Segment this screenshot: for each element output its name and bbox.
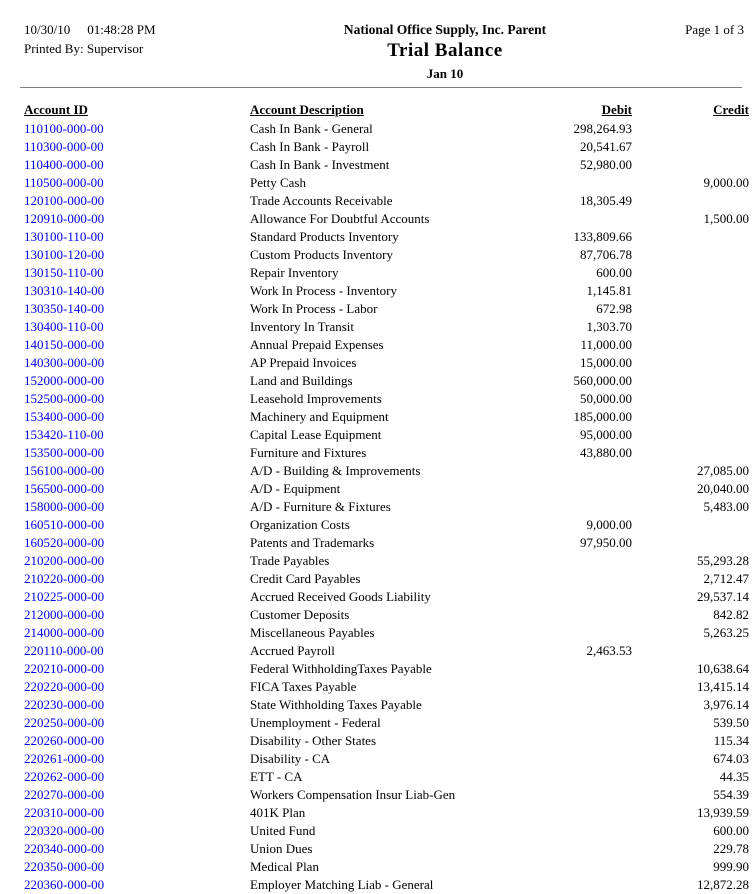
account-id-cell <box>24 300 250 318</box>
credit-amount <box>632 408 749 426</box>
credit-amount <box>632 246 749 264</box>
account-id-cell <box>24 606 250 624</box>
table-row <box>24 858 749 876</box>
account-description: Inventory In Transit <box>250 319 354 334</box>
debit-amount: 298,264.93 <box>573 121 632 136</box>
account-id-cell <box>24 192 250 210</box>
debit-amount <box>508 480 632 498</box>
report-header <box>0 0 752 82</box>
debit-amount: 95,000.00 <box>580 427 632 442</box>
debit-amount <box>508 678 632 696</box>
debit-amount: 185,000.00 <box>573 409 632 424</box>
table-row <box>24 300 749 318</box>
account-id-cell <box>24 840 250 858</box>
account-id-cell <box>24 246 250 264</box>
table-row <box>24 552 749 570</box>
credit-amount: 842.82 <box>713 607 749 622</box>
table-row <box>24 156 749 174</box>
debit-amount <box>508 498 632 516</box>
account-description: Disability - CA <box>250 751 331 766</box>
account-id-cell <box>24 588 250 606</box>
table-row <box>24 246 749 264</box>
account-description: Medical Plan <box>250 859 319 874</box>
account-id-cell <box>24 210 250 228</box>
credit-amount <box>632 372 749 390</box>
table-row <box>24 570 749 588</box>
account-id-cell <box>24 822 250 840</box>
account-description: Standard Products Inventory <box>250 229 399 244</box>
credit-amount: 27,085.00 <box>697 463 749 478</box>
debit-amount <box>508 588 632 606</box>
credit-amount: 12,872.28 <box>697 877 749 892</box>
credit-amount <box>632 516 749 534</box>
account-id-link[interactable]: 220220-000-00 <box>24 679 105 694</box>
account-id-cell <box>24 444 250 462</box>
debit-amount: 672.98 <box>596 301 632 316</box>
account-id-link[interactable]: 220261-000-00 <box>24 751 105 766</box>
account-description: Customer Deposits <box>250 607 350 622</box>
account-id-link[interactable]: 220270-000-00 <box>24 787 105 802</box>
account-description: Accrued Received Goods Liability <box>250 589 431 604</box>
account-description: Unemployment - Federal <box>250 715 381 730</box>
header-right <box>634 20 744 39</box>
table-row <box>24 318 749 336</box>
account-id-link[interactable]: 152000-000-00 <box>24 373 105 388</box>
column-header-debit: Debit <box>601 102 632 117</box>
account-description: Workers Compensation Insur Liab-Gen <box>250 787 456 802</box>
print-time: 01:48:28 PM <box>87 22 156 37</box>
account-description: Repair Inventory <box>250 265 339 280</box>
account-id-cell <box>24 498 250 516</box>
account-id-cell <box>24 516 250 534</box>
account-id-link[interactable]: 130310-140-00 <box>24 283 105 298</box>
debit-amount: 43,880.00 <box>580 445 632 460</box>
account-id-cell <box>24 858 250 876</box>
account-id-link[interactable]: 220262-000-00 <box>24 769 105 784</box>
table-row <box>24 174 749 192</box>
account-description: A/D - Equipment <box>250 481 341 496</box>
account-id-cell <box>24 552 250 570</box>
table-row <box>24 192 749 210</box>
credit-amount <box>632 444 749 462</box>
account-id-cell <box>24 156 250 174</box>
credit-amount <box>632 156 749 174</box>
account-id-cell <box>24 750 250 768</box>
account-description: Machinery and Equipment <box>250 409 389 424</box>
account-id-link[interactable]: 130100-110-00 <box>24 229 104 244</box>
account-id-cell <box>24 174 250 192</box>
debit-amount <box>508 786 632 804</box>
table-row <box>24 138 749 156</box>
debit-amount <box>508 804 632 822</box>
account-id-link[interactable]: 153500-000-00 <box>24 445 105 460</box>
account-description: Organization Costs <box>250 517 350 532</box>
table-row <box>24 732 749 750</box>
debit-amount: 52,980.00 <box>580 157 632 172</box>
account-id-cell <box>24 354 250 372</box>
account-id-link[interactable]: 220310-000-00 <box>24 805 105 820</box>
account-id-cell <box>24 642 250 660</box>
account-id-link[interactable]: 158000-000-00 <box>24 499 105 514</box>
credit-amount <box>632 120 749 138</box>
account-id-link[interactable]: 130150-110-00 <box>24 265 104 280</box>
account-id-link[interactable]: 220320-000-00 <box>24 823 105 838</box>
debit-amount <box>508 822 632 840</box>
table-row <box>24 426 749 444</box>
table-row <box>24 498 749 516</box>
credit-amount: 554.39 <box>713 787 749 802</box>
account-description: A/D - Building & Improvements <box>250 463 421 478</box>
credit-amount <box>632 336 749 354</box>
account-id-cell <box>24 876 250 894</box>
table-row <box>24 534 749 552</box>
table-row <box>24 624 749 642</box>
debit-amount <box>508 696 632 714</box>
credit-amount <box>632 228 749 246</box>
table-row <box>24 876 749 894</box>
print-datetime <box>24 20 256 39</box>
account-description: AP Prepaid Invoices <box>250 355 357 370</box>
credit-amount: 10,638.64 <box>697 661 749 676</box>
account-description: Petty Cash <box>250 175 306 190</box>
table-row <box>24 642 749 660</box>
account-id-link[interactable]: 156500-000-00 <box>24 481 105 496</box>
debit-amount <box>508 552 632 570</box>
credit-amount: 2,712.47 <box>703 571 749 586</box>
account-id-cell <box>24 408 250 426</box>
account-id-link[interactable]: 140150-000-00 <box>24 337 105 352</box>
account-id-link[interactable]: 220360-000-00 <box>24 877 105 892</box>
account-id-link[interactable]: 214000-000-00 <box>24 625 105 640</box>
header-left <box>24 20 256 58</box>
account-description: Cash In Bank - Investment <box>250 157 390 172</box>
table-row <box>24 606 749 624</box>
debit-amount <box>508 768 632 786</box>
credit-amount <box>632 282 749 300</box>
debit-amount: 50,000.00 <box>580 391 632 406</box>
column-header-account-description: Account Description <box>250 102 364 117</box>
table-row <box>24 444 749 462</box>
account-description: Miscellaneous Payables <box>250 625 375 640</box>
account-id-cell <box>24 786 250 804</box>
debit-amount <box>508 750 632 768</box>
account-id-link[interactable]: 212000-000-00 <box>24 607 105 622</box>
account-id-cell <box>24 390 250 408</box>
table-row <box>24 750 749 768</box>
account-id-link[interactable]: 156100-000-00 <box>24 463 105 478</box>
table-row <box>24 336 749 354</box>
debit-amount: 1,145.81 <box>586 283 632 298</box>
account-id-link[interactable]: 110500-000-00 <box>24 175 104 190</box>
account-description: Accrued Payroll <box>250 643 335 658</box>
account-description: Patents and Trademarks <box>250 535 375 550</box>
table-row <box>24 696 749 714</box>
account-id-link[interactable]: 153420-110-00 <box>24 427 104 442</box>
account-id-link[interactable]: 220350-000-00 <box>24 859 105 874</box>
credit-amount <box>632 192 749 210</box>
account-id-link[interactable]: 210225-000-00 <box>24 589 105 604</box>
credit-amount <box>632 354 749 372</box>
account-description: ETT - CA <box>250 769 303 784</box>
column-header-account-id: Account ID <box>24 102 88 117</box>
table-row <box>24 480 749 498</box>
account-id-link[interactable]: 220210-000-00 <box>24 661 105 676</box>
account-description: Union Dues <box>250 841 313 856</box>
account-id-link[interactable]: 220110-000-00 <box>24 643 104 658</box>
account-id-link[interactable]: 160520-000-00 <box>24 535 105 550</box>
debit-amount: 600.00 <box>596 265 632 280</box>
table-row <box>24 804 749 822</box>
account-id-cell <box>24 372 250 390</box>
debit-amount <box>508 570 632 588</box>
debit-amount <box>508 210 632 228</box>
table-row <box>24 120 749 138</box>
credit-amount: 3,976.14 <box>703 697 749 712</box>
table-row <box>24 786 749 804</box>
account-id-link[interactable]: 130350-140-00 <box>24 301 105 316</box>
debit-amount: 9,000.00 <box>586 517 632 532</box>
credit-amount: 13,939.59 <box>697 805 749 820</box>
debit-amount <box>508 876 632 894</box>
table-row <box>24 264 749 282</box>
credit-amount <box>632 264 749 282</box>
account-id-cell <box>24 696 250 714</box>
credit-amount: 29,537.14 <box>697 589 749 604</box>
account-description: Land and Buildings <box>250 373 353 388</box>
account-id-link[interactable]: 140300-000-00 <box>24 355 105 370</box>
account-description: Capital Lease Equipment <box>250 427 382 442</box>
account-id-link[interactable]: 110400-000-00 <box>24 157 104 172</box>
credit-amount <box>632 534 749 552</box>
credit-amount <box>632 426 749 444</box>
column-header-credit: Credit <box>713 102 749 117</box>
credit-amount: 20,040.00 <box>697 481 749 496</box>
table-row <box>24 768 749 786</box>
account-id-cell <box>24 264 250 282</box>
account-description: Employer Matching Liab - General <box>250 877 434 892</box>
header-center <box>256 20 634 82</box>
credit-amount: 539.50 <box>713 715 749 730</box>
table-row <box>24 822 749 840</box>
account-id-link[interactable]: 130400-110-00 <box>24 319 104 334</box>
account-description: Trade Payables <box>250 553 330 568</box>
debit-amount <box>508 840 632 858</box>
debit-amount: 87,706.78 <box>580 247 632 262</box>
debit-amount <box>508 462 632 480</box>
table-row <box>24 678 749 696</box>
debit-amount: 18,305.49 <box>580 193 632 208</box>
account-id-cell <box>24 336 250 354</box>
debit-amount <box>508 174 632 192</box>
account-description: FICA Taxes Payable <box>250 679 357 694</box>
printed-by: Printed By: Supervisor <box>24 41 144 56</box>
debit-amount: 133,809.66 <box>573 229 632 244</box>
account-description: Custom Products Inventory <box>250 247 393 262</box>
account-id-cell <box>24 570 250 588</box>
debit-amount <box>508 732 632 750</box>
debit-amount: 20,541.67 <box>580 139 632 154</box>
page-number: Page 1 of 3 <box>685 22 744 37</box>
table-row <box>24 210 749 228</box>
account-id-link[interactable]: 120100-000-00 <box>24 193 105 208</box>
account-id-cell <box>24 660 250 678</box>
credit-amount: 9,000.00 <box>703 175 749 190</box>
account-description: Work In Process - Inventory <box>250 283 397 298</box>
table-row <box>24 354 749 372</box>
account-id-cell <box>24 480 250 498</box>
account-description: A/D - Furniture & Fixtures <box>250 499 391 514</box>
account-id-link[interactable]: 210200-000-00 <box>24 553 105 568</box>
credit-amount <box>632 390 749 408</box>
table-row <box>24 714 749 732</box>
credit-amount: 55,293.28 <box>697 553 749 568</box>
credit-amount <box>632 318 749 336</box>
account-id-cell <box>24 624 250 642</box>
table-header-row <box>24 88 749 120</box>
account-id-link[interactable]: 220260-000-00 <box>24 733 105 748</box>
account-id-link[interactable]: 153400-000-00 <box>24 409 105 424</box>
account-description: Leasehold Improvements <box>250 391 382 406</box>
account-description: Credit Card Payables <box>250 571 361 586</box>
debit-amount: 1,303.70 <box>586 319 632 334</box>
credit-amount: 999.90 <box>713 859 749 874</box>
account-id-link[interactable]: 110300-000-00 <box>24 139 104 154</box>
debit-amount <box>508 660 632 678</box>
table-row <box>24 408 749 426</box>
account-id-cell <box>24 714 250 732</box>
table-row <box>24 516 749 534</box>
account-id-link[interactable]: 110100-000-00 <box>24 121 104 136</box>
account-description: Disability - Other States <box>250 733 377 748</box>
company-name: National Office Supply, Inc. Parent <box>343 22 547 37</box>
account-id-link[interactable]: 152500-000-00 <box>24 391 105 406</box>
credit-amount: 115.34 <box>713 733 749 748</box>
account-description: Allowance For Doubtful Accounts <box>250 211 430 226</box>
table-row <box>24 462 749 480</box>
account-id-link[interactable]: 220250-000-00 <box>24 715 105 730</box>
debit-amount <box>508 624 632 642</box>
trial-balance-table <box>24 88 749 894</box>
table-row <box>24 660 749 678</box>
account-id-cell <box>24 426 250 444</box>
credit-amount: 229.78 <box>713 841 749 856</box>
debit-amount: 560,000.00 <box>573 373 632 388</box>
table-row <box>24 840 749 858</box>
credit-amount: 44.35 <box>719 769 749 784</box>
credit-amount: 600.00 <box>713 823 749 838</box>
account-id-cell <box>24 318 250 336</box>
account-id-cell <box>24 768 250 786</box>
account-id-link[interactable]: 210220-000-00 <box>24 571 105 586</box>
table-row <box>24 372 749 390</box>
debit-amount <box>508 606 632 624</box>
credit-amount <box>632 642 749 660</box>
account-id-link[interactable]: 120910-000-00 <box>24 211 105 226</box>
account-id-cell <box>24 138 250 156</box>
account-id-cell <box>24 732 250 750</box>
table-row <box>24 390 749 408</box>
credit-amount: 5,483.00 <box>703 499 749 514</box>
credit-amount: 674.03 <box>713 751 749 766</box>
account-description: Annual Prepaid Expenses <box>250 337 384 352</box>
account-id-cell <box>24 228 250 246</box>
account-id-cell <box>24 804 250 822</box>
debit-amount: 97,950.00 <box>580 535 632 550</box>
table-row <box>24 588 749 606</box>
account-description: United Fund <box>250 823 316 838</box>
debit-amount: 15,000.00 <box>580 355 632 370</box>
account-description: Trade Accounts Receivable <box>250 193 393 208</box>
account-description: Cash In Bank - Payroll <box>250 139 370 154</box>
debit-amount: 11,000.00 <box>580 337 632 352</box>
account-description: Work In Process - Labor <box>250 301 378 316</box>
account-id-link[interactable]: 220340-000-00 <box>24 841 105 856</box>
account-id-cell <box>24 282 250 300</box>
debit-amount: 2,463.53 <box>586 643 632 658</box>
table-row <box>24 282 749 300</box>
account-description: Cash In Bank - General <box>250 121 373 136</box>
account-id-cell <box>24 678 250 696</box>
credit-amount: 1,500.00 <box>703 211 749 226</box>
account-id-cell <box>24 534 250 552</box>
account-description: Furniture and Fixtures <box>250 445 367 460</box>
report-period: Jan 10 <box>426 66 464 81</box>
credit-amount <box>632 138 749 156</box>
credit-amount: 5,263.25 <box>703 625 749 640</box>
debit-amount <box>508 858 632 876</box>
account-id-link[interactable]: 220230-000-00 <box>24 697 105 712</box>
account-id-cell <box>24 462 250 480</box>
account-description: Federal WithholdingTaxes Payable <box>250 661 432 676</box>
account-id-link[interactable]: 160510-000-00 <box>24 517 105 532</box>
table-row <box>24 228 749 246</box>
print-date: 10/30/10 <box>24 22 71 37</box>
account-description: State Withholding Taxes Payable <box>250 697 422 712</box>
account-id-link[interactable]: 130100-120-00 <box>24 247 105 262</box>
report-title: Trial Balance <box>387 40 503 61</box>
debit-amount <box>508 714 632 732</box>
account-description: 401K Plan <box>250 805 306 820</box>
credit-amount: 13,415.14 <box>697 679 749 694</box>
credit-amount <box>632 300 749 318</box>
account-id-cell <box>24 120 250 138</box>
